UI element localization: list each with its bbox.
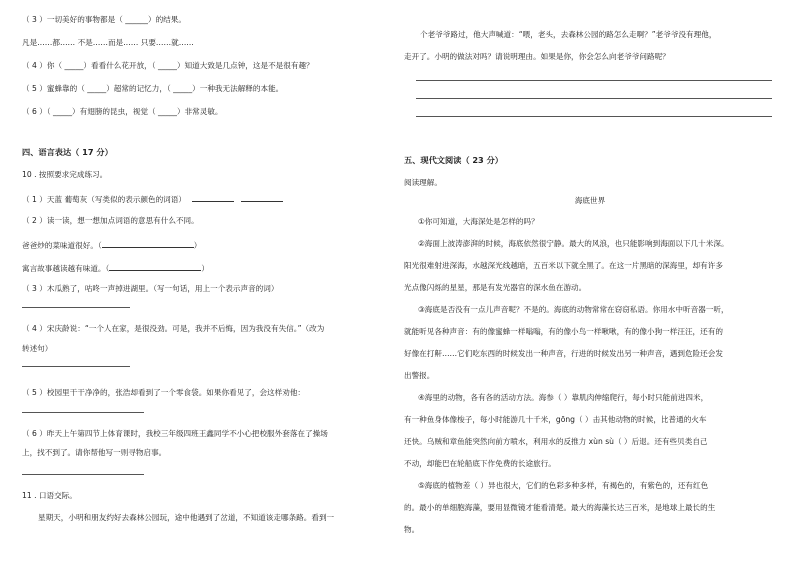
answer-line[interactable] [22, 412, 144, 413]
q11-text: 星期天，小明和朋友约好去森林公园玩，途中他遇到了岔道，不知道该走哪条路。看到一 [38, 513, 335, 522]
paragraph-3-line-1: ③海底是否没有一点儿声音呢？不是的。海底的动物常常在窃窃私语。你用水中听音器一听， [418, 305, 729, 314]
reading-intro: 阅读理解。 [404, 178, 442, 187]
q3-text: （ 3 ）一切美好的事物都是（ ______）的结果。 [22, 15, 186, 24]
answer-line[interactable] [22, 366, 130, 367]
answer-line[interactable] [416, 98, 772, 99]
paragraph-5-line-2: 的。最小的单细胞海藻，要用显微镜才能看清楚。最大的海藻长达三百米，是地球上最长的生 [404, 503, 716, 512]
q10-5-text: （ 5 ）校园里干干净净的，张浩却看到了一个零食袋。如果你看见了，会这样劝他： [22, 388, 306, 397]
paragraph-4-line-1: ④海里的动物，各有各的活动方法。海参（ ）靠肌肉伸缩爬行，每小时只能前进四米， [418, 393, 709, 402]
q10-heading: 10 . 按照要求完成练习。 [22, 170, 108, 179]
paragraph-2-line-3: 光点像闪烁的星星，那是有发光器官的深水鱼在游动。 [404, 283, 587, 292]
q11-continued-b: 走开了。小明的做法对吗？请说明理由。如果是你，你会怎么向老爷爷问路呢？ [404, 52, 670, 61]
paragraph-2-line-1: ②海面上波涛澎湃的时候，海底依然很宁静。最大的风浪，也只能影响到海面以下几十米深。 [418, 239, 729, 248]
paragraph-3-line-4: 出警报。 [404, 371, 435, 380]
section-4-heading: 四、语言表达（ 17 分） [22, 147, 113, 157]
q5-text: （ 5 ）蜜蜂靠的（ _____）超常的记忆力，（ _____）一种我无法解释的本能。 [22, 84, 284, 93]
q3-patterns: 凡是……都…… 不是……而是…… 只要……就…… [22, 38, 194, 47]
paragraph-2-line-2: 阳光很难射进深海，水越深光线越暗，五百米以下就全黑了。在这一片黑暗的深海里，却有许多 [404, 261, 723, 270]
q11-heading: 11 . 口语交际。 [22, 491, 77, 500]
q10-4-text-b: 转述句） [22, 344, 53, 353]
answer-line[interactable] [416, 116, 772, 117]
q10-3-text: （ 3 ）木瓜熟了，咕咚一声掉进湖里。（写一句话，用上一个表示声音的词） [22, 284, 279, 293]
paragraph-4-line-4: 不动，却能巴在轮船底下作免费的长途旅行。 [404, 459, 556, 468]
q4-text: （ 4 ）你（ _____）看看什么花开放，（ _____）知道大致是几点钟，这是不是很有趣？ [22, 61, 314, 70]
q11-continued-a: 个老爷爷路过，他大声喊道：“喂，老头，去森林公园的路怎么走啊？”老爷爷没有理他， [420, 30, 717, 39]
section-5-heading: 五、现代文阅读（ 23 分） [404, 155, 503, 165]
q10-2b-line: 寓言故事越读越有味道。（ ） [22, 264, 209, 273]
answer-blank[interactable] [192, 194, 234, 202]
answer-blank[interactable] [102, 240, 194, 248]
paragraph-4-line-2: 有一种鱼身体像梭子，每小时能游几十千米，gōng（ ）击其他动物的时候，比普通的火车 [404, 415, 707, 424]
q10-2a-line: 爸爸炒的菜味道很好。（ ） [22, 241, 202, 250]
q6-text: （ 6 ）（ _____）有翅膀的昆虫，视觉（ _____）非常灵敏。 [22, 107, 223, 116]
answer-line[interactable] [22, 474, 144, 475]
answer-blank[interactable] [109, 263, 201, 271]
answer-blank[interactable] [241, 194, 283, 202]
q10-2b-label: 寓言故事越读越有味道。（ [22, 264, 110, 273]
q10-2-text: （ 2 ）读一读，想一想加点词语的意思有什么不同。 [22, 216, 199, 225]
paragraph-5-line-3: 物。 [404, 525, 420, 534]
answer-line[interactable] [22, 307, 130, 308]
q10-6-text-b: 上，找不到了。请你帮他写一则寻物启事。 [22, 448, 167, 457]
q10-1-text [22, 194, 283, 204]
paragraph-5-line-1: ⑤海底的植物差（ ）异也很大，它们的色彩多种多样，有褐色的，有紫色的，还有红色 [418, 481, 709, 490]
answer-line[interactable] [416, 80, 772, 81]
paragraph-3-line-2: 就能听见各种声音：有的像蜜蜂一样嗡嗡，有的像小鸟一样啾啾，有的像小狗一样汪汪，还有的 [404, 327, 723, 336]
paragraph-4-line-3: 还快。乌贼和章鱼能突然向前方喷水，利用水的反推力 xùn sù（ ）后退。还有些贝类自己 [404, 437, 708, 446]
q10-6-text-a: （ 6 ）昨天上午第四节上体育课时，我校三年级四班王鑫同学不小心把校服外套落在了操场 [22, 429, 328, 438]
paragraph-3-line-3: 好像在打鼾……它们吃东西的时候发出一种声音，行进的时候发出另一种声音，遇到危险还会发 [404, 349, 723, 358]
q10-4-text-a: （ 4 ）宋庆龄说：“一个人在家，是很没劲。可是，我并不后悔，因为我没有失信。”（改为 [22, 324, 325, 333]
paragraph-1: ①你可知道，大海深处是怎样的吗？ [418, 217, 539, 226]
q10-1-label: （ 1 ）天蓝 葡萄灰（写类似的表示颜色的词语） [22, 195, 186, 204]
q10-2a-label: 爸爸炒的菜味道很好。（ [22, 241, 102, 250]
passage-title: 海底世界 [574, 196, 606, 205]
